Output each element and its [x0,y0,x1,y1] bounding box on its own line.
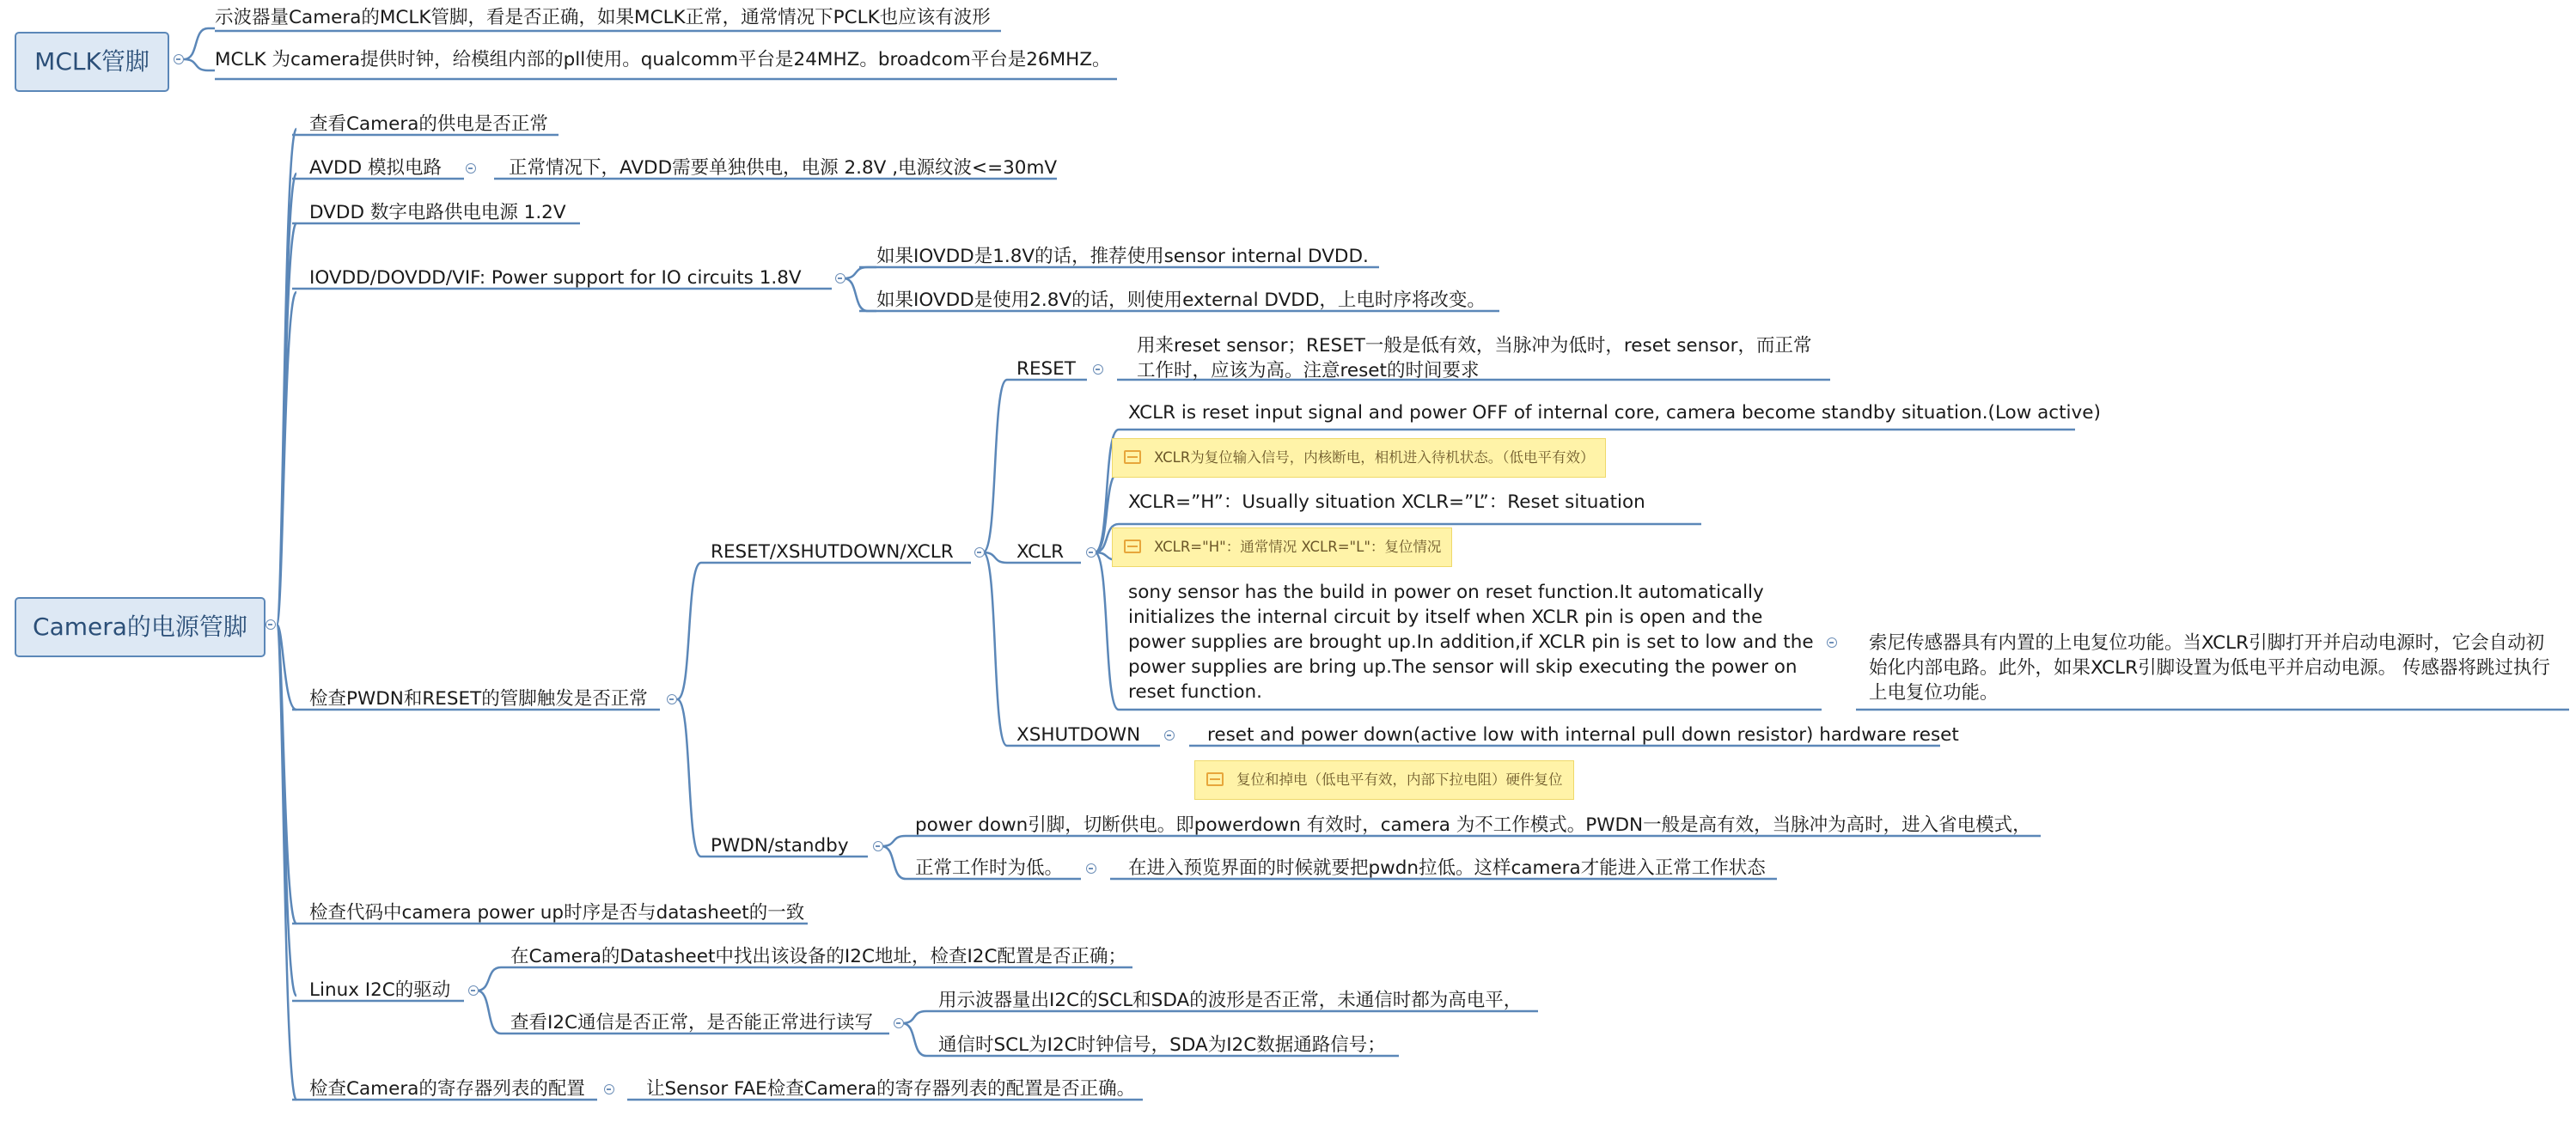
xclr-description-3[interactable]: sony sensor has the build in power on reset function.It automatically initializes the internal circuit by itself when XCLR pin is open and the power supplies are brought up.In addition,if XCLR pin is set to low and the power supplies are bring up.The sensor will skip executing the power on reset function. [1128,582,1814,703]
xshutdown-description[interactable]: reset and power down(active low with internal pull down resistor) hardware reset [1207,724,1959,746]
iovdd-node[interactable]: IOVDD/DOVDD/VIF: Power support for IO circuits 1.8V [309,267,802,289]
branch-curve [902,1011,930,1056]
i2c-signals-note[interactable]: 通信时SCL为I2C时钟信号，SDA为I2C数据通路信号； [938,1034,1386,1056]
collapse-toggle-icon[interactable] [174,54,184,64]
supply-check-node[interactable]: 查看Camera的供电是否正常 [309,113,548,135]
collapse-toggle-icon[interactable] [266,619,276,630]
collapse-toggle-icon[interactable] [1086,547,1096,558]
avdd-node[interactable]: AVDD 模拟电路 [309,157,442,179]
xshutdown-note[interactable] [1194,760,1574,800]
xclr-note-2-text: XCLR="H"：通常情况 XCLR="L"：复位情况 [1154,539,1442,555]
pwdn-preview-note[interactable]: 在进入预览界面的时候就要把pwdn拉低。这样camera才能进入正常工作状态 [1128,857,1766,879]
branch-curve [677,563,705,857]
pwdn-normal-node[interactable]: 正常工作时为低。 [915,857,1064,879]
reset-description[interactable]: 用来reset sensor；RESET一般是低有效，当脉冲为低时，reset sensor，而正常工作时，应该为高。注意reset的时间要求 [1137,335,1812,381]
reset-node[interactable]: RESET [1016,358,1076,380]
xclr-note-2[interactable] [1112,527,1452,567]
pwdn-reset-check-node[interactable]: 检查PWDN和RESET的管脚触发是否正常 [309,688,648,710]
xclr-note-1[interactable] [1112,438,1606,478]
xclr-node[interactable]: XCLR [1016,541,1065,563]
register-check-node[interactable]: 检查Camera的寄存器列表的配置 [309,1078,585,1100]
collapse-toggle-icon[interactable] [873,841,883,851]
collapse-toggle-icon[interactable] [1086,863,1096,874]
collapse-toggle-icon[interactable] [604,1084,614,1095]
branch-curve [477,967,504,1034]
pwdn-description[interactable]: power down引脚，切断供电。即powerdown 有效时，camera 为不工作模式。PWDN一般是高有效，当脉冲为高时，进入省电模式， [915,814,2031,836]
avdd-detail[interactable]: 正常情况下，AVDD需要单独供电，电源 2.8V ,电源纹波<=30mV [509,157,1058,179]
mclk-item-2[interactable]: MCLK 为camera提供时钟，给模组内部的pll使用。qualcomm平台是24MHZ。broadcom平台是26MHZ。 [215,49,1111,70]
xshutdown-note-text: 复位和掉电（低电平有效，内部下拉电阻）硬件复位 [1236,771,1563,788]
reset-group-node[interactable]: RESET/XSHUTDOWN/XCLR [711,541,954,563]
iovdd-18v-note[interactable]: 如果IOVDD是1.8V的话，推荐使用sensor internal DVDD. [876,246,1369,267]
note-icon [1124,450,1141,464]
collapse-toggle-icon[interactable] [1827,637,1837,648]
branch-curve [844,267,876,311]
xclr-description-3-cn[interactable]: 索尼传感器具有内置的上电复位功能。当XCLR引脚打开并启动电源时，它会自动初始化内部电路。此外，如果XCLR引脚设置为低电平并启动电源。 传感器将跳过执行上电复位功能。 [1869,632,2550,704]
root-node-mclk[interactable]: MCLK管脚 [15,32,169,92]
i2c-address-check[interactable]: 在Camera的Datasheet中找出该设备的I2C地址，检查I2C配置是否正确； [510,946,1126,967]
pwdn-node[interactable]: PWDN/standby [711,835,849,857]
xclr-description-1[interactable]: XCLR is reset input signal and power OFF of internal core, camera become standby situation.(Low active) [1128,402,2101,424]
branch-curve [277,129,296,1100]
xshutdown-node[interactable]: XSHUTDOWN [1016,724,1141,746]
sequence-check-node[interactable]: 检查代码中camera power up时序是否与datasheet的一致 [309,902,805,924]
branch-curve [882,836,909,879]
collapse-toggle-icon[interactable] [667,694,677,704]
root-node-camera-power[interactable]: Camera的电源管脚 [15,597,266,657]
collapse-toggle-icon[interactable] [974,547,985,558]
branch-curve [983,380,1010,746]
collapse-toggle-icon[interactable] [468,985,479,996]
collapse-toggle-icon[interactable] [835,273,845,284]
register-fae-note[interactable]: 让Sensor FAE检查Camera的寄存器列表的配置是否正确。 [646,1078,1136,1100]
iovdd-28v-note[interactable]: 如果IOVDD是使用2.8V的话，则使用external DVDD，上电时序将改变。 [876,290,1486,311]
collapse-toggle-icon[interactable] [1093,364,1103,375]
i2c-driver-node[interactable]: Linux I2C的驱动 [309,979,451,1001]
xclr-note-1-text: XCLR为复位输入信号，内核断电，相机进入待机状态。（低电平有效） [1154,449,1595,466]
collapse-toggle-icon[interactable] [466,163,476,174]
i2c-comm-check[interactable]: 查看I2C通信是否正常，是否能正常进行读写 [510,1012,874,1034]
note-icon [1206,772,1224,786]
note-icon [1124,540,1141,553]
branch-curve [184,28,215,70]
collapse-toggle-icon[interactable] [894,1018,904,1028]
dvdd-node[interactable]: DVDD 数字电路供电电源 1.2V [309,202,566,223]
i2c-scope-check[interactable]: 用示波器量出I2C的SCL和SDA的波形是否正常，未通信时都为高电平， [938,990,1523,1011]
xclr-description-2[interactable]: XCLR=”H”：Usually situation XCLR=”L”：Reset situation [1128,491,1645,513]
collapse-toggle-icon[interactable] [1164,730,1175,741]
mclk-item-1[interactable]: 示波器量Camera的MCLK管脚，看是否正确，如果MCLK正常，通常情况下PCLK也应该有波形 [215,7,991,28]
